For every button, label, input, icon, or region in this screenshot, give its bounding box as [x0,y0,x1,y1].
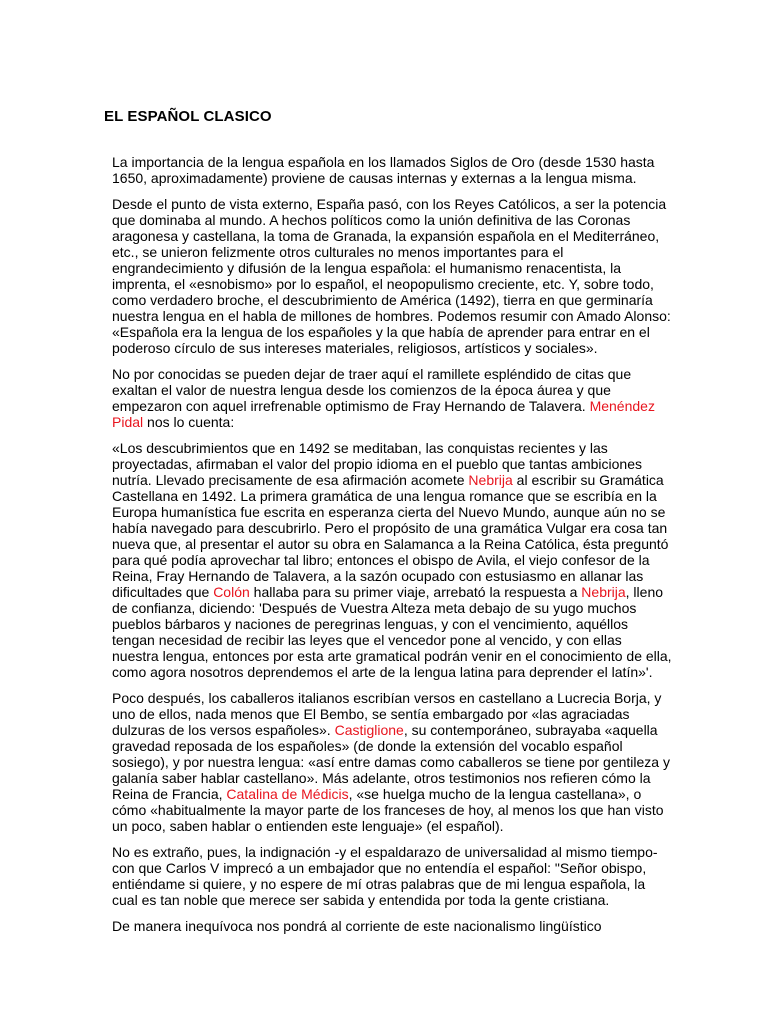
document-body [112,154,672,944]
paragraph-text: Poco después, los caballeros italianos escribían versos en castellano a Lucrecia Borja, y uno de ellos, nada menos que El Bembo, se sentía embargado por «las agraciadas dulzuras de los versos españoles». [112,690,662,738]
name-link[interactable]: Catalina de Médicis [226,786,349,802]
name-link[interactable]: Nebrija [581,584,626,600]
paragraph [112,440,672,680]
paragraph-text: al escribir su Gramática Castellana en 1492. La primera gramática de una lengua romance que se escribía en la Europa humanística fue escrita en esperanza cierta del Nuevo Mundo, aunque aún no se había navegado para descubrirlo. Pero el propósito de una gramática Vulgar era cosa tan nueva que, al presentar el autor su obra en Salamanca a la Reina Católica, ésta preguntó para qué podía aprovechar tal libro; entonces el obispo de Avila, el viejo confesor de la Reina, Fray Hernando de Talavera, a la sazón ocupado con estusiasmo en allanar las dificultades que [112,472,669,600]
paragraph-text: Desde el punto de vista externo, España pasó, con los Reyes Católicos, a ser la potencia que dominaba al mundo. A hechos políticos como la unión definitiva de las Coronas aragonesa y castellana, la toma de Granada, la expansión española en el Mediterráneo, etc., se unieron felizmente otros culturales no menos importantes para el engrandecimiento y difusión de la lengua española: el humanismo renacentista, la imprenta, el «esnobismo» por lo español, el neopopulismo creciente, etc. Y, sobre todo, como verdadero broche, el descubrimiento de América (1492), tierra en que germinaría nuestra lengua en el habla de millones de hombres. Podemos resumir con Amado Alonso: «Española era la lengua de los españoles y la que había de aprender para entrar en el poderoso círculo de sus intereses materiales, religiosos, artísticos y sociales». [112,196,671,356]
paragraph-text: , «se huelga mucho de la lengua castellana», o cómo «habitualmente la mayor parte de los franceses de hoy, al menos los que han visto un poco, saben hablar o entienden este lenguaje» (el español). [112,786,664,834]
paragraph-text: La importancia de la lengua española en los llamados Siglos de Oro (desde 1530 hasta 1650, aproximadamente) proviene de causas internas y externas a la lengua misma. [112,154,655,186]
paragraph [112,918,672,934]
paragraph [112,844,672,908]
document-title: EL ESPAÑOL CLASICO [104,108,272,125]
name-link[interactable]: Castiglione [334,722,404,738]
name-link[interactable]: Menéndez Pidal [112,398,655,430]
name-link[interactable]: Nebrija [468,472,513,488]
paragraph [112,366,672,430]
name-link[interactable]: Colón [213,584,250,600]
paragraph-text: nos lo cuenta: [143,414,235,430]
paragraph-text: «Los descubrimientos que en 1492 se meditaban, las conquistas recientes y las proyectadas, afirmaban el valor del propio idioma en el pueblo que tantas ambiciones nutría. Llevado precisamente de esa afirmación acomete [112,440,642,488]
paragraph-text: , su contemporáneo, subrayaba «aquella gravedad reposada de los españoles» (de donde la extensión del vocablo español sosiego), y por nuestra lengua: «así entre damas como caballeros se tiene por gentileza y galanía saber hablar castellano». Más adelante, otros testimonios nos refieren cómo la Reina de Francia, [112,722,670,802]
paragraph-text: , lleno de confianza, diciendo: 'Después de Vuestra Alteza meta debajo de su yugo muchos pueblos bárbaros y naciones de peregrinas lenguas, y con el vencimiento, aquéllos tengan necesidad de recibir las leyes que el vencedor pone al vencido, y con ellas nuestra lengua, entonces por esta arte gramatical podrán venir en el conocimiento de ella, como agora nosotros deprendemos el arte de la lengua latina para deprender el latín»'. [112,584,672,680]
paragraph-text: No es extraño, pues, la indignación -y el espaldarazo de universalidad al mismo tiempo- con que Carlos V imprecó a un embajador que no entendía el español: "Señor obispo, entiéndame si quiere, y no espere de mí otras palabras que de mi lengua española, la cual es tan noble que merece ser sabida y entendida por toda la gente cristiana. [112,844,658,908]
paragraph-text: De manera inequívoca nos pondrá al corriente de este nacionalismo lingüístico [112,918,602,934]
paragraph-text: No por conocidas se pueden dejar de traer aquí el ramillete espléndido de citas que exaltan el valor de nuestra lengua desde los comienzos de la época áurea y que empezaron con aquel irrefrenable optimismo de Fray Hernando de Talavera. [112,366,632,414]
paragraph-text: hallaba para su primer viaje, arrebató la respuesta a [249,584,582,600]
paragraph [112,690,672,834]
paragraph [112,154,672,186]
paragraph [112,196,672,356]
